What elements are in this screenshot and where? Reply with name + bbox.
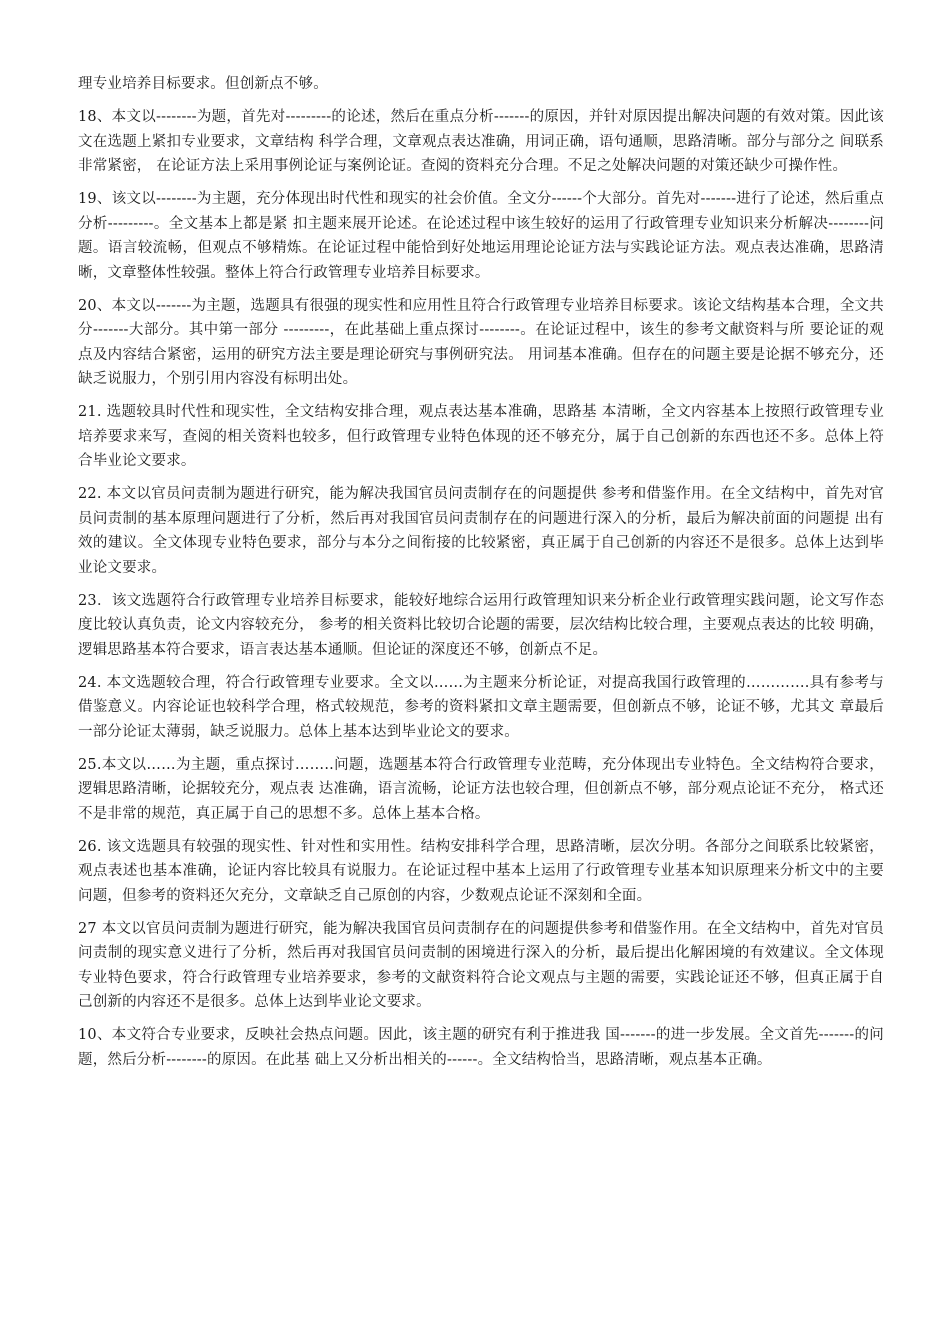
- paragraph-24: 24. 本文选题较合理，符合行政管理专业要求。全文以……为主题来分析论证，对提高我国行政管理的………….具有参考与借鉴意义。内容论证也较科学合理，格式较规范，参考的资料紧扣文章主题需要，但创新点不够，论证不够，尤其文 章最后一部分论证太薄弱，缺乏说服力。总体上基本达到毕业论文的要求。: [78, 674, 884, 740]
- paragraph-continuation: 理专业培养目标要求。但创新点不够。: [78, 76, 328, 92]
- paragraph-20: 20、本文以-------为主题，选题具有很强的现实性和应用性且符合行政管理专业培养目标要求。该论文结构基本合理，全文共分-------大部分。其中第一部分 ---------，在此基础上重点探讨--------。在论证过程中，该生的参考文献资料与所 要论证的观点及内容结合紧密，运用的研究方法主要是理论研究与事例研究法。 用词基本准确。但存在的问题主要是论据不够充分，还缺乏说服力，个别引用内容没有标明出处。: [78, 297, 884, 387]
- paragraph-18: 18、本文以--------为题，首先对---------的论述，然后在重点分析-------的原因，并针对原因提出解决问题的有效对策。因此该文在选题上紧扣专业要求，文章结构 科学合理，文章观点表达准确，用词正确，语句通顺，思路清晰。部分与部分之 间联系非常紧密， 在论证方法上采用事例论证与案例论证。查阅的资料充分合理。不足之处解决问题的对策还缺少可操作性。: [78, 109, 884, 174]
- paragraph-10: 10、本文符合专业要求，反映社会热点问题。因此，该主题的研究有利于推进我 国-------的进一步发展。全文首先-------的问题，然后分析--------的原因。在此基 础上又分析出相关的------。全文结构恰当，思路清晰，观点基本正确。: [78, 1027, 884, 1068]
- paragraph-19: 19、该文以--------为主题，充分体现出时代性和现实的社会价值。全文分------个大部分。首先对-------进行了论述，然后重点分析---------。全文基本上都是紧 扣主题来展开论述。在论述过程中该生较好的运用了行政管理专业知识来分析解决--------问题。语言较流畅，但观点不够精炼。在论证过程中能恰到好处地运用理论论证方法与实践论证方法。观点表达准确，思路清晰，文章整体性较强。整体上符合行政管理专业培养目标要求。: [78, 191, 884, 281]
- paragraph-22: 22. 本文以官员问责制为题进行研究，能为解决我国官员问责制存在的问题提供 参考和借鉴作用。在全文结构中，首先对官员问责制的基本原理问题进行了分析，然后再对我国官员问责制存在的问题进行深入的分析，最后为解决前面的问题提 出有效的建议。全文体现专业特色要求，部分与本分之间衔接的比较紧密，真正属于自己创新的内容还不是很多。总体上达到毕业论文要求。: [78, 486, 884, 576]
- paragraph-21: 21. 选题较具时代性和现实性，全文结构安排合理，观点表达基本准确，思路基 本清晰，全文内容基本上按照行政管理专业培养要求来写，查阅的相关资料也较多，但行政管理专业特色体现的还不够充分，属于自己创新的东西也还不多。总体上符合毕业论文要求。: [78, 404, 884, 469]
- paragraph-25: 25.本文以……为主题，重点探讨……..问题，选题基本符合行政管理专业范畴，充分体现出专业特色。全文结构符合要求，逻辑思路清晰，论据较充分，观点表 达准确，语言流畅，论证方法也较合理，但创新点不够，部分观点论证不充分， 格式还不是非常的规范，真正属于自己的思想不多。总体上基本合格。: [78, 756, 884, 822]
- paragraph-27: 27 本文以官员问责制为题进行研究，能为解决我国官员问责制存在的问题提供参考和借鉴作用。在全文结构中，首先对官员问责制的现实意义进行了分析，然后再对我国官员问责制的困境进行深入的分析，最后提出化解困境的有效建议。全文体现专业特色要求，符合行政管理专业培养要求，参考的文献资料符合论文观点与主题的需要，实践论证还不够，但真正属于自己创新的内容还不是很多。总体上达到毕业论文要求。: [78, 920, 884, 1010]
- document-page: [78, 72, 884, 1081]
- paragraph-23: 23．该文选题符合行政管理专业培养目标要求，能较好地综合运用行政管理知识来分析企业行政管理实践问题，论文写作态度比较认真负责，论文内容较充分， 参考的相关资料比较切合论题的需要，层次结构比较合理，主要观点表达的比较 明确，逻辑思路基本符合要求，语言表达基本通顺。但论证的深度还不够，创新点不足。: [78, 592, 884, 658]
- paragraph-26: 26. 该文选题具有较强的现实性、针对性和实用性。结构安排科学合理，思路清晰，层次分明。各部分之间联系比较紧密，观点表述也基本准确，论证内容比较具有说服力。在论证过程中基本上运用了行政管理专业基本知识原理来分析文中的主要问题，但参考的资料还欠充分，文章缺乏自己原创的内容，少数观点论证不深刻和全面。: [78, 838, 884, 904]
